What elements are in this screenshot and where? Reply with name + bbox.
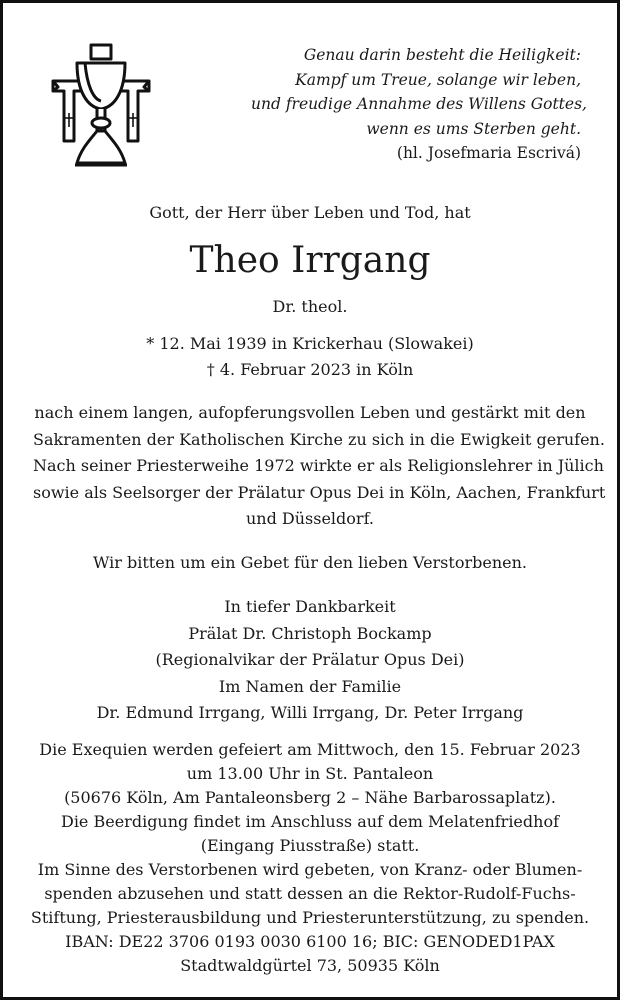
academic-title: Dr. theol.: [272, 297, 348, 316]
funeral-line: Die Beerdigung findet im Anschluss auf dem Melatenfriedhof: [60, 812, 559, 831]
birth-date: * 12. Mai 1939 in Krickerhau (Slowakei): [146, 334, 474, 353]
body-line: Sakramenten der Katholischen Kirche zu sich in die Ewigkeit gerufen.: [33, 429, 605, 449]
signer-line: Prälat Dr. Christoph Bockamp: [188, 623, 432, 643]
quote-line: Kampf um Treue, solange wir leben,: [295, 70, 581, 89]
quote-line: und freudige Annahme des Willens Gottes,: [251, 95, 587, 113]
scripture-quote: [251, 43, 587, 166]
quote-line: wenn es ums Sterben geht.: [366, 119, 581, 138]
funeral-details: [3, 738, 617, 978]
signer-line: (Regionalvikar der Prälatur Opus Dei): [155, 650, 465, 669]
signer-line: Dr. Edmund Irrgang, Willi Irrgang, Dr. Peter Irrgang: [96, 703, 524, 722]
body-line: sowie als Seelsorger der Prälatur Opus Dei in Köln, Aachen, Frankfurt: [33, 482, 606, 502]
funeral-line: (Eingang Piusstraße) statt.: [200, 836, 420, 855]
signers-block: [3, 594, 617, 727]
body-line: nach einem langen, aufopferungsvollen Leben und gestärkt mit den: [34, 403, 586, 422]
quote-line: Genau darin besteht die Heiligkeit:: [303, 46, 581, 64]
obituary-body: [3, 400, 617, 533]
funeral-line: IBAN: DE22 3706 0193 0030 6100 16; BIC: GENODED1PAX: [65, 932, 555, 951]
funeral-line: Stiftung, Priesterausbildung und Priesterunterstützung, zu spenden.: [30, 908, 590, 927]
prayer-request: Wir bitten um ein Gebet für den lieben Verstorbenen.: [93, 553, 527, 572]
intro-text: Gott, der Herr über Leben und Tod, hat: [149, 203, 471, 222]
funeral-line: spenden abzusehen und statt dessen an die Rektor-Rudolf-Fuchs-: [44, 884, 576, 903]
signer-line: Im Namen der Familie: [218, 676, 402, 696]
deceased-name: Theo Irrgang: [189, 240, 431, 281]
funeral-line: Stadtwaldgürtel 73, 50935 Köln: [180, 956, 440, 975]
death-date: † 4. Februar 2023 in Köln: [206, 360, 414, 379]
funeral-line: Im Sinne des Verstorbenen wird gebeten, von Kranz- oder Blumen-: [37, 860, 583, 879]
body-line: Nach seiner Priesterweihe 1972 wirkte er als Religionslehrer in Jülich: [33, 456, 604, 475]
chalice-crosses-icon: [45, 41, 157, 173]
body-line: und Düsseldorf.: [245, 509, 375, 528]
funeral-line: um 13.00 Uhr in St. Pantaleon: [186, 764, 434, 783]
quote-attribution: (hl. Josefmaria Escrivá): [396, 144, 581, 162]
funeral-line: (50676 Köln, Am Pantaleonsberg 2 – Nähe Barbarossaplatz).: [64, 788, 556, 807]
funeral-line: Die Exequien werden gefeiert am Mittwoch, den 15. Februar 2023: [39, 740, 581, 759]
signer-line: In tiefer Dankbarkeit: [224, 597, 396, 616]
